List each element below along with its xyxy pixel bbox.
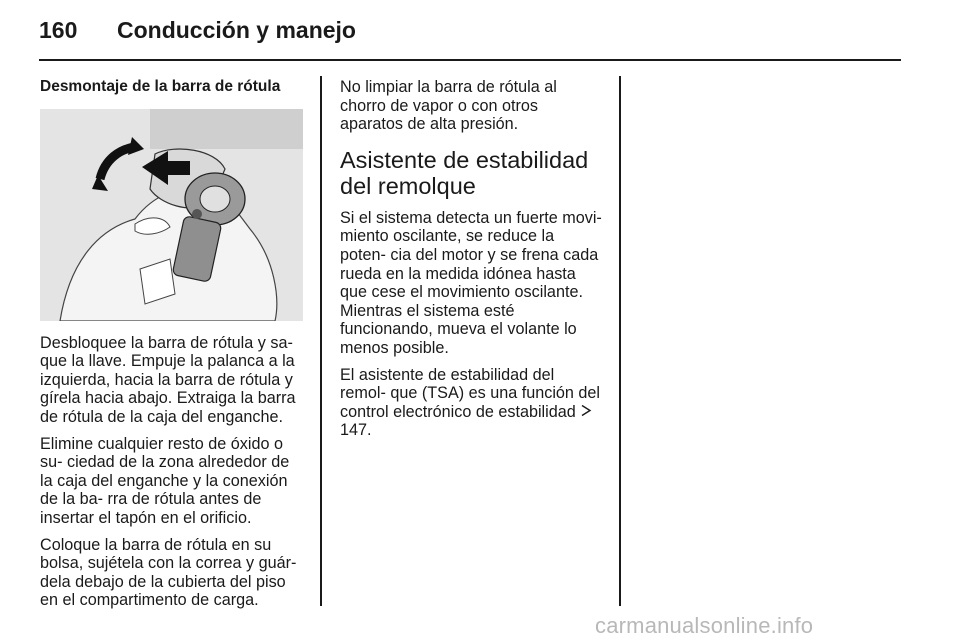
left-column (40, 78, 306, 610)
paragraph-tsa-detect: Si el sistema detecta un fuerte movi- miento oscilante, se reduce la poten- cia del motor y se frena cada rueda en la medida idónea hasta que cese el movimiento oscilante. Mientras el sistema esté funcionando, mueva el volante lo menos posible. (340, 208, 602, 357)
middle-column (340, 78, 604, 440)
column-divider-2 (619, 76, 621, 606)
paragraph-store: Coloque la barra de rótula en su bolsa, sujétela con la correa y guár- dela debajo de la cubierta del piso en el compartimento de carga. (40, 535, 297, 610)
subheading: Desmontaje de la barra de rótula (40, 78, 281, 95)
header-rule (39, 59, 901, 61)
chapter-title: Conducción y manejo (117, 17, 356, 43)
tsa-esc-text: El asistente de estabilidad del remol- que (TSA) es una función del control electrónico de estabilidad (340, 365, 601, 421)
page-number: 160 (39, 17, 78, 43)
watermark: carmanualsonline.info (595, 613, 814, 638)
paragraph-remove-steps: Desbloquee la barra de rótula y sa- que la llave. Empuje la palanca a la izquierda, hacia la barra de rótula y gírela hacia abajo. Extraiga la barra de rótula de la caja del enganche. (40, 333, 296, 426)
tow-bar-removal-illustration (40, 109, 303, 321)
paragraph-no-steam: No limpiar la barra de rótula al chorro de vapor o con otros aparatos de alta presión. (340, 78, 557, 134)
column-divider-1 (320, 76, 322, 606)
page-reference-icon[interactable] (580, 404, 592, 417)
tsa-esc-page-ref[interactable]: 147. (340, 421, 372, 440)
paragraph-tsa-esc (340, 366, 604, 440)
section-heading: Asistente de estabilidad del remolque (340, 146, 589, 199)
paragraph-clean: Elimine cualquier resto de óxido o su- ciedad de la zona alrededor de la caja del enganche y la conexión de la ba- rra de rótula antes de insertar el tapón en el orificio. (40, 434, 290, 527)
